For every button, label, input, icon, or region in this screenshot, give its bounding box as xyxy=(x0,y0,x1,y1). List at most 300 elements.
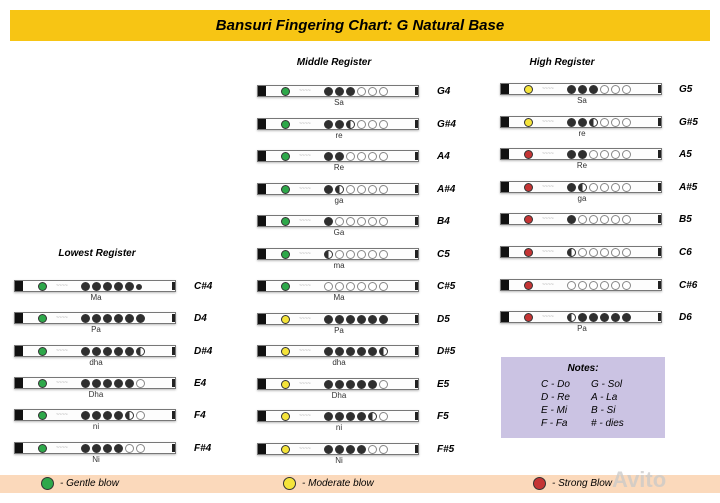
closed-hole-icon xyxy=(103,411,112,420)
half-closed-hole-icon xyxy=(346,120,355,129)
flute-logo-icon: ~~~~ xyxy=(542,118,554,125)
note-label: D4 xyxy=(194,313,207,325)
closed-hole-icon xyxy=(335,315,344,324)
yellow-blow-hole-icon xyxy=(281,380,290,389)
sargam-label: ga xyxy=(334,195,344,205)
flute-logo-icon: ~~~~ xyxy=(542,86,554,92)
finger-holes xyxy=(567,85,631,94)
finger-holes xyxy=(81,282,142,291)
flute-logo-icon: ~~~~ xyxy=(299,315,311,322)
flute-cap xyxy=(258,86,266,96)
open-hole-icon xyxy=(379,445,388,454)
closed-hole-icon xyxy=(379,315,388,324)
red-dot-icon xyxy=(533,477,546,490)
red-blow-hole-icon xyxy=(524,248,533,257)
open-hole-icon xyxy=(136,411,145,420)
closed-hole-icon xyxy=(114,379,123,388)
flute-end xyxy=(415,347,418,355)
flute-cap xyxy=(501,117,509,127)
yellow-dot-icon xyxy=(283,477,296,490)
note-label: F#5 xyxy=(437,443,455,455)
open-hole-icon xyxy=(600,248,609,257)
finger-holes xyxy=(324,380,388,389)
closed-hole-icon xyxy=(622,313,631,322)
flute-diagram xyxy=(257,150,419,162)
flute-end xyxy=(658,150,661,158)
open-hole-icon xyxy=(368,250,377,259)
flute-logo-icon: ~~~~ xyxy=(299,88,311,94)
red-blow-hole-icon xyxy=(524,281,533,290)
note-label: D#5 xyxy=(437,346,456,357)
closed-hole-icon xyxy=(368,347,377,356)
flute-logo-icon: ~~~~ xyxy=(542,281,554,288)
flute-cap xyxy=(501,280,509,290)
flute-logo-icon: ~~~~ xyxy=(56,315,68,322)
half-closed-hole-icon xyxy=(567,313,576,322)
flute-cap xyxy=(501,312,509,322)
flute-cap xyxy=(258,411,266,421)
closed-hole-icon xyxy=(346,347,355,356)
open-hole-icon xyxy=(622,215,631,224)
flute-logo-icon: ~~~~ xyxy=(299,380,311,387)
note-label: D5 xyxy=(437,313,450,325)
open-hole-icon xyxy=(357,217,366,226)
sargam-label: Sa xyxy=(577,96,587,105)
flute-end xyxy=(658,248,661,256)
sargam-label: re xyxy=(578,128,586,138)
open-hole-icon xyxy=(368,87,377,96)
closed-hole-icon xyxy=(335,120,344,129)
note-label: C#6 xyxy=(679,279,698,291)
flute-diagram xyxy=(500,181,662,193)
closed-hole-icon xyxy=(567,85,576,94)
yellow-blow-hole-icon xyxy=(281,347,290,356)
green-blow-hole-icon xyxy=(38,314,47,323)
notes-row xyxy=(541,418,651,429)
finger-holes xyxy=(324,87,388,96)
finger-holes xyxy=(324,412,388,421)
flute-diagram xyxy=(14,345,176,357)
flute-logo-icon: ~~~~ xyxy=(56,412,68,419)
flute-end xyxy=(658,281,661,289)
notes-cell: G - Sol xyxy=(591,379,623,390)
note-label: G#5 xyxy=(679,116,698,128)
open-hole-icon xyxy=(600,118,609,127)
closed-hole-icon xyxy=(335,347,344,356)
flute-end xyxy=(415,250,418,258)
closed-hole-icon xyxy=(81,314,90,323)
open-hole-icon xyxy=(357,185,366,194)
closed-hole-icon xyxy=(578,150,587,159)
flute-cap xyxy=(501,84,509,94)
closed-hole-icon xyxy=(335,412,344,421)
open-hole-icon xyxy=(622,248,631,257)
sargam-label: Ga xyxy=(333,228,345,237)
closed-hole-icon xyxy=(324,185,333,194)
closed-hole-icon xyxy=(103,347,112,356)
flute-cap xyxy=(258,346,266,356)
yellow-blow-hole-icon xyxy=(524,118,533,127)
sargam-label: Pa xyxy=(577,324,587,334)
finger-holes xyxy=(567,118,631,127)
closed-hole-icon xyxy=(346,380,355,389)
open-hole-icon xyxy=(611,215,620,224)
flute-logo-icon: ~~~~ xyxy=(299,185,311,192)
flute-diagram xyxy=(14,409,176,421)
finger-holes xyxy=(81,379,145,388)
closed-hole-icon xyxy=(578,118,587,127)
notes-cell: D - Re xyxy=(541,392,570,403)
open-hole-icon xyxy=(600,183,609,192)
flute-cap xyxy=(15,313,23,323)
flute-diagram xyxy=(257,410,419,422)
finger-holes xyxy=(324,282,388,291)
open-hole-icon xyxy=(379,185,388,194)
open-hole-icon xyxy=(379,217,388,226)
closed-hole-icon xyxy=(368,380,377,389)
flute-cap xyxy=(258,444,266,454)
flute-cap xyxy=(501,182,509,192)
green-blow-hole-icon xyxy=(281,120,290,129)
open-hole-icon xyxy=(589,215,598,224)
open-hole-icon xyxy=(324,282,333,291)
finger-holes xyxy=(324,250,388,259)
green-blow-hole-icon xyxy=(281,282,290,291)
flute-cap xyxy=(15,281,23,291)
flute-logo-icon: ~~~~ xyxy=(299,445,311,452)
open-hole-icon xyxy=(611,281,620,290)
note-label: D#4 xyxy=(194,345,213,357)
finger-holes xyxy=(567,248,631,257)
notes-row xyxy=(541,405,651,416)
flute-end xyxy=(415,315,418,323)
sargam-label: ni xyxy=(92,422,100,432)
finger-holes xyxy=(567,183,631,192)
flute-cap xyxy=(258,249,266,259)
open-hole-icon xyxy=(622,281,631,290)
flute-end xyxy=(658,183,661,191)
sargam-label: re xyxy=(335,130,343,140)
finger-holes xyxy=(81,444,145,453)
open-hole-icon xyxy=(379,120,388,129)
flute-end xyxy=(415,185,418,193)
note-label: A4 xyxy=(437,151,450,162)
green-blow-hole-icon xyxy=(38,444,47,453)
legend-item-moderate xyxy=(283,477,374,490)
open-hole-icon xyxy=(136,444,145,453)
open-hole-icon xyxy=(379,87,388,96)
closed-hole-icon xyxy=(103,444,112,453)
open-hole-icon xyxy=(622,150,631,159)
flute-cap xyxy=(15,346,23,356)
note-label: A#5 xyxy=(679,181,698,193)
sargam-label: Pa xyxy=(91,325,101,335)
finger-holes xyxy=(567,215,631,224)
open-hole-icon xyxy=(622,118,631,127)
sargam-label: Dha xyxy=(88,389,104,399)
flute-logo-icon: ~~~~ xyxy=(542,183,554,190)
open-hole-icon xyxy=(346,217,355,226)
closed-hole-icon xyxy=(125,314,134,323)
closed-hole-icon xyxy=(114,444,123,453)
sargam-label: Dha xyxy=(331,390,347,400)
chart-title: Bansuri Fingering Chart: G Natural Base xyxy=(215,17,505,34)
flute-end xyxy=(658,85,661,93)
closed-hole-icon xyxy=(324,152,333,161)
note-label: C#5 xyxy=(437,281,456,292)
closed-hole-icon xyxy=(324,315,333,324)
note-label: G4 xyxy=(437,86,451,97)
flute-cap xyxy=(15,378,23,388)
open-hole-icon xyxy=(611,150,620,159)
flute-logo-icon: ~~~~ xyxy=(56,379,68,386)
closed-hole-icon xyxy=(92,379,101,388)
finger-holes xyxy=(324,152,388,161)
flute-cap xyxy=(15,443,23,453)
open-hole-icon xyxy=(567,281,576,290)
flute-diagram xyxy=(257,248,419,260)
flute-diagram xyxy=(500,213,662,225)
open-hole-icon xyxy=(578,281,587,290)
flute-cap xyxy=(501,214,509,224)
closed-hole-icon xyxy=(92,314,101,323)
flute-cap xyxy=(501,247,509,257)
open-hole-icon xyxy=(368,445,377,454)
flute-end xyxy=(172,411,175,419)
open-hole-icon xyxy=(346,282,355,291)
green-blow-hole-icon xyxy=(281,250,290,259)
open-hole-icon xyxy=(589,248,598,257)
open-hole-icon xyxy=(357,250,366,259)
flute-cap xyxy=(501,149,509,159)
notes-cell: B - Si xyxy=(591,405,616,416)
note-label: E5 xyxy=(437,378,450,390)
closed-hole-icon xyxy=(335,152,344,161)
flute-diagram xyxy=(14,280,176,292)
notes-box xyxy=(501,357,665,438)
red-blow-hole-icon xyxy=(524,313,533,322)
open-hole-icon xyxy=(379,282,388,291)
open-hole-icon xyxy=(600,85,609,94)
sargam-label: dha xyxy=(89,357,103,367)
closed-hole-icon xyxy=(368,315,377,324)
legend-label: - Moderate blow xyxy=(302,478,374,489)
open-hole-icon xyxy=(622,85,631,94)
green-blow-hole-icon xyxy=(38,379,47,388)
closed-hole-icon xyxy=(81,347,90,356)
flute-diagram xyxy=(500,311,662,323)
closed-hole-icon xyxy=(346,412,355,421)
open-hole-icon xyxy=(368,282,377,291)
half-closed-hole-icon xyxy=(125,411,134,420)
closed-hole-icon xyxy=(324,120,333,129)
flute-diagram xyxy=(257,85,419,97)
open-hole-icon xyxy=(335,250,344,259)
green-blow-hole-icon xyxy=(38,347,47,356)
closed-hole-icon xyxy=(81,411,90,420)
flute-logo-icon: ~~~~ xyxy=(299,153,311,159)
flute-logo-icon: ~~~~ xyxy=(299,283,311,289)
flute-end xyxy=(415,217,418,225)
flute-diagram xyxy=(500,83,662,95)
flute-diagram xyxy=(257,280,419,292)
closed-hole-icon xyxy=(335,380,344,389)
note-label: A#4 xyxy=(437,183,456,195)
flute-diagram xyxy=(257,313,419,325)
half-closed-hole-icon xyxy=(335,185,344,194)
flute-end xyxy=(172,314,175,322)
open-hole-icon xyxy=(357,282,366,291)
notes-title: Notes: xyxy=(567,363,599,374)
closed-hole-icon xyxy=(81,282,90,291)
sargam-label: Pa xyxy=(334,325,344,335)
green-blow-hole-icon xyxy=(38,282,47,291)
green-blow-hole-icon xyxy=(281,87,290,96)
flute-logo-icon: ~~~~ xyxy=(542,249,554,255)
flute-logo-icon: ~~~~ xyxy=(56,347,68,354)
closed-hole-icon xyxy=(136,314,145,323)
register-title: Middle Register xyxy=(296,57,372,68)
open-hole-icon xyxy=(600,215,609,224)
flute-diagram xyxy=(14,312,176,324)
open-hole-icon xyxy=(578,248,587,257)
flute-end xyxy=(172,379,175,387)
finger-holes xyxy=(324,347,388,356)
closed-hole-icon xyxy=(114,314,123,323)
note-label: B4 xyxy=(437,216,450,227)
notes-cell: A - La xyxy=(591,392,618,403)
closed-hole-icon xyxy=(125,282,134,291)
open-hole-icon xyxy=(357,120,366,129)
note-label: F4 xyxy=(194,410,206,422)
flute-diagram xyxy=(500,246,662,258)
small-closed-hole-icon xyxy=(136,284,142,290)
flute-logo-icon: ~~~~ xyxy=(542,314,554,321)
note-label: C#4 xyxy=(194,281,213,292)
notes-cell: # - dies xyxy=(591,418,624,429)
open-hole-icon xyxy=(379,250,388,259)
note-label: C6 xyxy=(679,247,692,258)
green-blow-hole-icon xyxy=(281,217,290,226)
red-blow-hole-icon xyxy=(524,215,533,224)
green-blow-hole-icon xyxy=(38,411,47,420)
flute-diagram xyxy=(14,377,176,389)
flute-logo-icon: ~~~~ xyxy=(299,348,311,354)
open-hole-icon xyxy=(379,152,388,161)
flute-diagram xyxy=(500,148,662,160)
note-label: G#4 xyxy=(437,118,456,130)
closed-hole-icon xyxy=(103,282,112,291)
flute-diagram xyxy=(500,116,662,128)
open-hole-icon xyxy=(136,379,145,388)
green-blow-hole-icon xyxy=(281,185,290,194)
note-label: F#4 xyxy=(194,442,212,454)
flute-diagram xyxy=(257,443,419,455)
closed-hole-icon xyxy=(125,379,134,388)
open-hole-icon xyxy=(379,412,388,421)
closed-hole-icon xyxy=(567,118,576,127)
open-hole-icon xyxy=(368,120,377,129)
closed-hole-icon xyxy=(125,347,134,356)
open-hole-icon xyxy=(368,217,377,226)
notes-cell: C - Do xyxy=(541,379,570,390)
note-label: B5 xyxy=(679,214,692,226)
flute-logo-icon: ~~~~ xyxy=(56,283,68,289)
closed-hole-icon xyxy=(92,444,101,453)
closed-hole-icon xyxy=(589,85,598,94)
sargam-label: ni xyxy=(335,423,343,432)
red-blow-hole-icon xyxy=(524,183,533,192)
closed-hole-icon xyxy=(357,445,366,454)
closed-hole-icon xyxy=(357,315,366,324)
title-banner xyxy=(10,10,710,41)
open-hole-icon xyxy=(589,281,598,290)
yellow-blow-hole-icon xyxy=(281,412,290,421)
closed-hole-icon xyxy=(114,282,123,291)
note-label: D6 xyxy=(679,312,692,324)
open-hole-icon xyxy=(611,118,620,127)
flute-end xyxy=(415,282,418,290)
half-closed-hole-icon xyxy=(368,412,377,421)
sargam-label: Sa xyxy=(334,98,344,107)
sargam-label: Ni xyxy=(92,454,100,464)
open-hole-icon xyxy=(611,85,620,94)
closed-hole-icon xyxy=(92,411,101,420)
flute-end xyxy=(415,412,418,420)
flute-end xyxy=(658,313,661,321)
legend-item-gentle xyxy=(41,477,119,490)
open-hole-icon xyxy=(611,248,620,257)
closed-hole-icon xyxy=(92,347,101,356)
closed-hole-icon xyxy=(567,215,576,224)
finger-holes xyxy=(567,281,631,290)
open-hole-icon xyxy=(379,380,388,389)
closed-hole-icon xyxy=(324,412,333,421)
open-hole-icon xyxy=(346,250,355,259)
closed-hole-icon xyxy=(357,412,366,421)
flute-end xyxy=(415,380,418,388)
open-hole-icon xyxy=(357,87,366,96)
sargam-label: Re xyxy=(576,161,588,171)
finger-holes xyxy=(81,411,145,420)
flute-diagram xyxy=(500,279,662,291)
sargam-label: Re xyxy=(333,163,345,172)
closed-hole-icon xyxy=(324,380,333,389)
flute-cap xyxy=(258,119,266,129)
flute-cap xyxy=(258,151,266,161)
flute-diagram xyxy=(257,215,419,227)
flute-logo-icon: ~~~~ xyxy=(299,413,311,419)
finger-holes xyxy=(567,150,631,159)
flute-diagram xyxy=(257,183,419,195)
flute-end xyxy=(658,118,661,126)
closed-hole-icon xyxy=(324,87,333,96)
flute-logo-icon: ~~~~ xyxy=(299,218,311,224)
open-hole-icon xyxy=(357,152,366,161)
flute-end xyxy=(172,444,175,452)
flute-end xyxy=(172,282,175,290)
flute-cap xyxy=(258,216,266,226)
half-closed-hole-icon xyxy=(379,347,388,356)
legend-label: - Gentle blow xyxy=(60,478,119,489)
open-hole-icon xyxy=(346,152,355,161)
closed-hole-icon xyxy=(567,183,576,192)
notes-cell: E - Mi xyxy=(541,405,568,416)
closed-hole-icon xyxy=(81,444,90,453)
note-label: F5 xyxy=(437,411,449,422)
open-hole-icon xyxy=(368,152,377,161)
flute-diagram xyxy=(14,442,176,454)
